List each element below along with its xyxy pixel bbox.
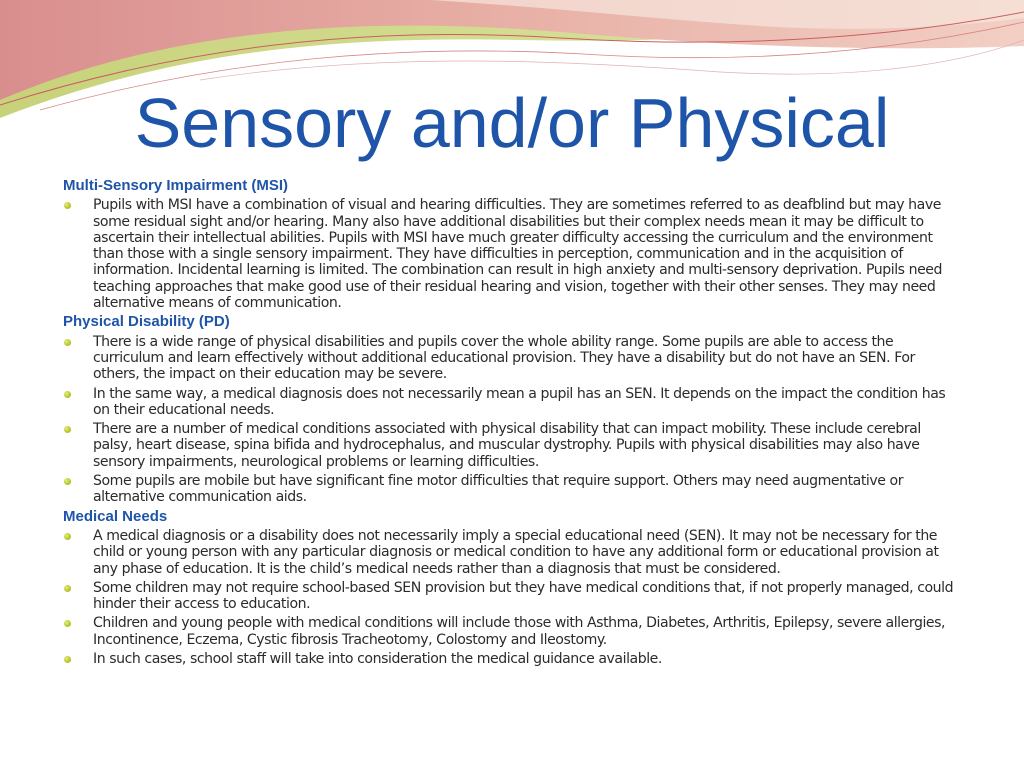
bullet-text: Some pupils are mobile but have significant fine motor difficulties that require support. Others may need augmentative or alternative communication aids. xyxy=(93,473,904,506)
bullet-text: There are a number of medical conditions associated with physical disability that can impact mobility. These include cerebral palsy, heart disease, spina bifida and hydrocephalus, and muscular dystrophy. Pupils with physical disabilities may also have sensory impairments, neurological problems or learning difficulties. xyxy=(93,421,921,470)
bullet-text: Children and young people with medical conditions will include those with Asthma, Diabetes, Arthritis, Epilepsy, severe allergies, Incontinence, Eczema, Cystic fibrosis Tracheotomy, Colostomy and Ileostomy. xyxy=(93,615,946,648)
bullet-text: A medical diagnosis or a disability does not necessarily imply a special educational need (SEN). It may not be necessary for the child or young person with any particular diagnosis or medical condition to have any additional form or educational provision at any phase of education. It is the child’s medical needs rather than a diagnosis that must be considered. xyxy=(93,527,939,577)
section-heading-medical-needs: Medical Needs xyxy=(63,507,168,525)
list-item xyxy=(63,651,963,667)
bullet-icon xyxy=(64,585,71,592)
bullet-icon xyxy=(64,533,71,540)
bullet-list-physical-disability xyxy=(63,334,963,506)
list-item xyxy=(63,334,963,383)
bullet-icon xyxy=(64,478,71,485)
bullet-icon xyxy=(64,391,71,398)
section-heading-physical-disability: Physical Disability (PD) xyxy=(63,313,230,331)
bullet-list-medical-needs xyxy=(63,528,963,667)
list-item xyxy=(63,580,963,613)
section-msi xyxy=(63,178,963,311)
list-item xyxy=(63,386,963,419)
bullet-icon xyxy=(64,426,71,433)
list-item xyxy=(63,421,963,470)
bullet-text: In the same way, a medical diagnosis does not necessarily mean a pupil has an SEN. It depends on the impact the condition has on their educational needs. xyxy=(93,385,946,418)
section-medical-needs xyxy=(63,509,963,668)
list-item xyxy=(63,528,963,577)
bullet-text: There is a wide range of physical disabilities and pupils cover the whole ability range. Some pupils are able to access the curriculum and learn effectively without additional educational provision. They have a disability but do not have an SEN. For others, the impact on their education may be severe. xyxy=(93,333,915,383)
bullet-list-msi xyxy=(63,197,963,311)
list-item xyxy=(63,615,963,648)
slide-content xyxy=(63,177,963,670)
section-physical-disability xyxy=(63,314,963,505)
bullet-text: Some children may not require school-based SEN provision but they have medical conditions that, if not properly managed, could hinder their access to education. xyxy=(93,579,954,613)
bullet-icon xyxy=(64,339,71,346)
list-item xyxy=(63,197,963,311)
bullet-icon xyxy=(64,656,71,663)
bullet-text: In such cases, school staff will take into consideration the medical guidance available. xyxy=(93,651,662,668)
bullet-icon xyxy=(64,202,71,209)
bullet-icon xyxy=(64,620,71,627)
list-item xyxy=(63,473,963,506)
slide-title: Sensory and/or Physical xyxy=(134,84,890,162)
section-heading-msi: Multi-Sensory Impairment (MSI) xyxy=(63,177,289,194)
bullet-text: Pupils with MSI have a combination of visual and hearing difficulties. They are sometimes referred to as deafblind but may have some residual sight and/or hearing. Many also have additional disabilities but their complex needs mean it may be difficult to ascertain their intellectual abilities. Pupils with MSI have much greater difficulty accessing the curriculum and the environment than those with a single sensory impairment. They have difficulties in perception, communication and in the acquisition of information. Incidental learning is limited. The combination can result in high anxiety and multi-sensory deprivation. Pupils need teaching approaches that make good use of their residual hearing and vision, together with their other senses. They may need alternative means of communication. xyxy=(93,197,943,312)
